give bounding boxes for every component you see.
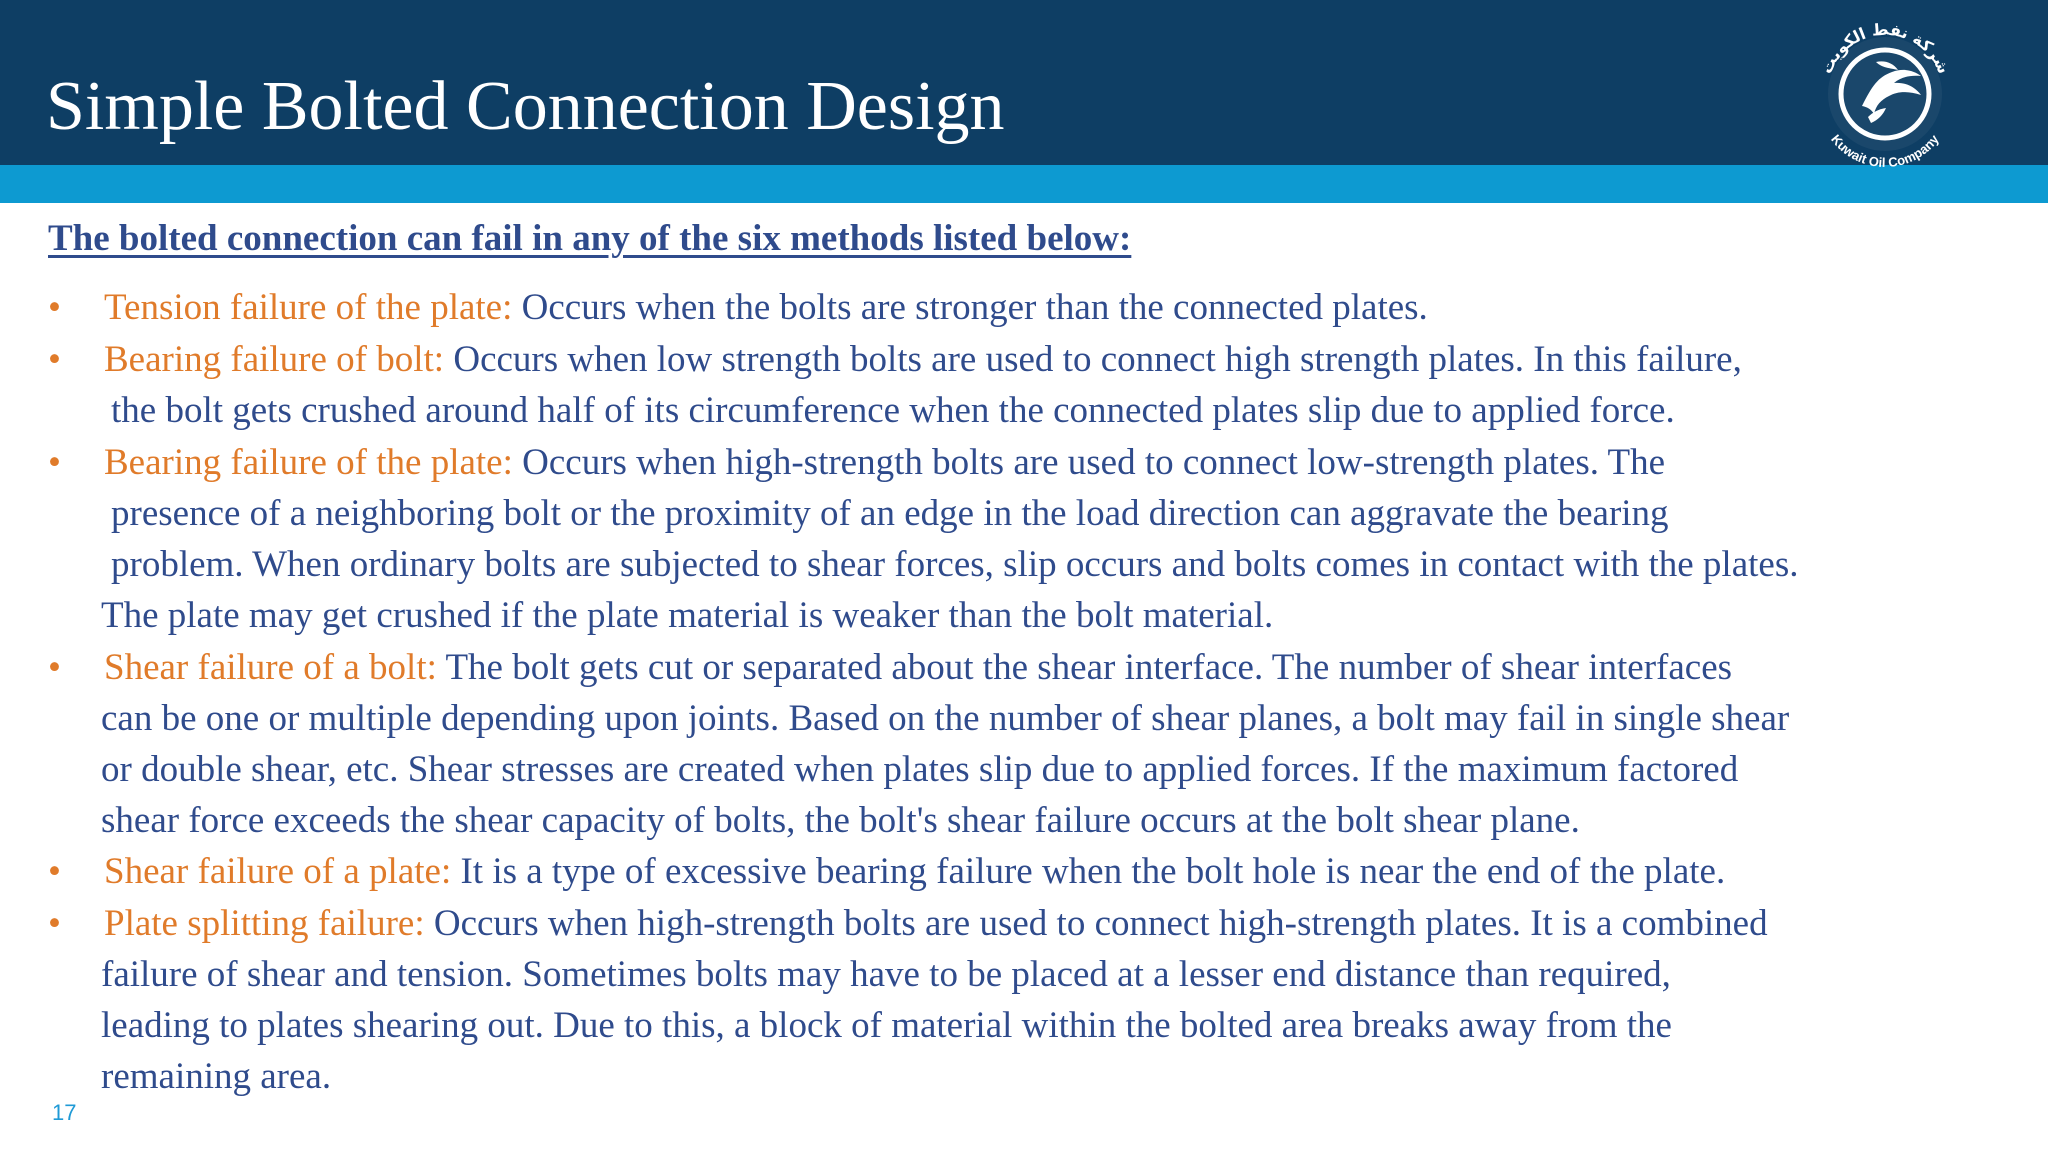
- bullet-marker: •: [48, 442, 61, 483]
- failure-description: It is a type of excessive bearing failure when the bolt hole is near the end of the plate.: [451, 851, 1726, 892]
- failure-description: remaining area.: [101, 1056, 332, 1097]
- failure-description: presence of a neighboring bolt or the proximity of an edge in the load direction can aggravate the bearing: [111, 493, 1669, 534]
- list-item: [48, 846, 61, 898]
- bullet-marker: •: [48, 339, 61, 380]
- list-item-text: [104, 642, 1732, 694]
- page-number: 17: [52, 1100, 77, 1125]
- failure-description: Occurs when high-strength bolts are used to connect low-strength plates. The: [512, 442, 1666, 483]
- bullet-marker: •: [48, 903, 61, 944]
- list-item-text: [104, 846, 1725, 898]
- failure-description: the bolt gets crushed around half of its circumference when the connected plates slip due to applied force.: [111, 390, 1675, 431]
- list-item: [48, 898, 61, 950]
- failure-type-label: Bearing failure of bolt:: [104, 339, 445, 380]
- section-subheading: The bolted connection can fail in any of the six methods listed below:: [48, 218, 1132, 259]
- slide-title: Simple Bolted Connection Design: [46, 68, 1005, 145]
- failure-description: Occurs when low strength bolts are used to connect high strength plates. In this failure,: [444, 339, 1742, 380]
- failure-description: problem. When ordinary bolts are subjected to shear forces, slip occurs and bolts comes in contact with the plates.: [111, 544, 1799, 585]
- list-item: [48, 334, 61, 386]
- list-item-text: [104, 898, 1768, 950]
- failure-description: Occurs when high-strength bolts are used to connect high-strength plates. It is a combined: [424, 903, 1768, 944]
- bullet-marker: •: [48, 851, 61, 892]
- failure-description: The plate may get crushed if the plate material is weaker than the bolt material.: [101, 595, 1274, 636]
- failure-description: failure of shear and tension. Sometimes bolts may have to be placed at a lesser end distance than required,: [101, 954, 1671, 995]
- list-item: [48, 282, 61, 334]
- failure-description: shear force exceeds the shear capacity of bolts, the bolt's shear failure occurs at the bolt shear plane.: [101, 800, 1580, 841]
- list-item-text: [104, 282, 1428, 334]
- failure-description: The bolt gets cut or separated about the shear interface. The number of shear interfaces: [436, 647, 1733, 688]
- list-item: [48, 437, 61, 489]
- list-item-text: [104, 437, 1665, 489]
- failure-type-label: Tension failure of the plate:: [104, 287, 513, 328]
- bullet-marker: •: [48, 647, 61, 688]
- failure-description: leading to plates shearing out. Due to this, a block of material within the bolted area breaks away from the: [101, 1005, 1672, 1046]
- failure-type-label: Shear failure of a plate:: [104, 851, 452, 892]
- failure-type-label: Bearing failure of the plate:: [104, 442, 513, 483]
- list-item-text: [104, 334, 1742, 386]
- failure-description: or double shear, etc. Shear stresses are created when plates slip due to applied forces. If the maximum factored: [101, 749, 1739, 790]
- failure-description: Occurs when the bolts are stronger than the connected plates.: [512, 287, 1428, 328]
- failure-type-label: Shear failure of a bolt:: [104, 647, 437, 688]
- list-item: [48, 642, 61, 694]
- logo-arabic-text: شركة نفط الكويت: [1816, 19, 1954, 77]
- bullet-marker: •: [48, 287, 61, 328]
- failure-type-label: Plate splitting failure:: [104, 903, 425, 944]
- logo-english-text: Kuwait Oil Company: [1828, 131, 1942, 170]
- failure-description: can be one or multiple depending upon joints. Based on the number of shear planes, a bolt may fail in single shear: [101, 698, 1790, 739]
